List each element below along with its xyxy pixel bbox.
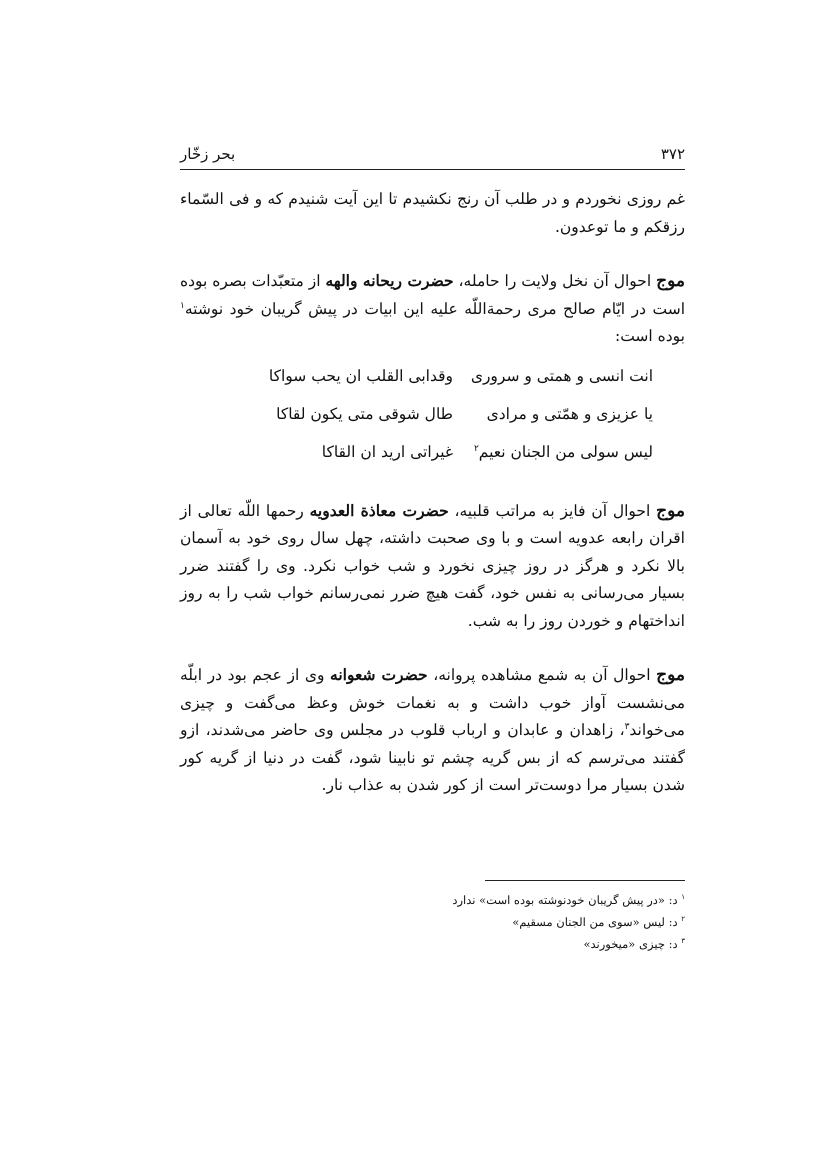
- footnote-ref[interactable]: ۱: [180, 300, 185, 311]
- footnote-item: [180, 911, 685, 933]
- poem-verse: [180, 433, 685, 471]
- running-title: بحر زخّار: [180, 145, 236, 163]
- para-text: ، زاهدان و عابدان و ارباب قلوب در مجلس وی حاضر می‌شدند، ازو گفتند می‌ترسم که از بس گریه چشم تو نابینا شود، گفت در دنیا از گریه کور شدن بسیار مرا دوست‌تر است از کور شدن به عذاب نار.: [180, 721, 685, 794]
- hemistich-second: غیراتی ارید ان القاکا: [321, 442, 453, 461]
- footnote-text: د: «در پیش گریبان خودنوشته بوده است» ندارد: [452, 893, 682, 907]
- hemistich-second: وقدابی القلب ان یحب سواکا: [268, 366, 453, 385]
- footnote-divider: [485, 880, 685, 881]
- footnote-ref[interactable]: ۳: [624, 721, 630, 732]
- page-body: [180, 145, 685, 800]
- para-text: احوال آن نخل ولایت را حامله،: [453, 272, 657, 290]
- saint-name: حضرت معاذة العدویه: [309, 500, 449, 520]
- para-text: وی از عجم بود در ابلّه می‌نشست آواز خوب داشت و به نغمات خوش وعظ می‌گفت و چیزی می‌خواند: [180, 666, 685, 739]
- footnote-text: د: چیزی «میخورند»: [583, 937, 682, 951]
- paragraph-shawana: [180, 661, 685, 800]
- footnote-item: [180, 933, 685, 955]
- para-text: احوال آن فایز به مراتب قلبیه،: [448, 501, 657, 520]
- footnote-text: د: لیس «سوی من الجنان مسقیم»: [512, 915, 682, 929]
- hemistich-first: [453, 443, 653, 461]
- running-header: [180, 145, 685, 170]
- para-text: بوده است:: [614, 327, 685, 345]
- paragraph-rihana: [180, 267, 685, 351]
- hemistich-text: لیس سولی من الجنان نعیم: [478, 442, 653, 461]
- para-text: احوال آن به شمع مشاهده پروانه،: [427, 666, 657, 684]
- footnote-item: [180, 889, 685, 911]
- footnotes: [180, 880, 685, 955]
- footnote-number: ۱: [681, 893, 685, 902]
- saint-name: حضرت شعوانه: [330, 665, 428, 684]
- saint-name: حضرت ریحانه والهه: [325, 271, 454, 290]
- hemistich-first: یا عزیزی و همّتی و مرادی: [486, 404, 653, 423]
- moj-marker: موج: [656, 500, 685, 521]
- poem: [180, 357, 685, 471]
- page-number: ۳۷۲: [660, 145, 685, 163]
- moj-marker: موج: [656, 271, 685, 291]
- para-text: از متعبّدات بصره بوده است در ایّام صالح مری رحمةاللّه علیه این ابیات در پیش گریبان خود نوشته: [180, 272, 685, 318]
- hemistich-second: طال شوقی متی یکون لقاکا: [276, 404, 453, 423]
- moj-marker: موج: [656, 665, 685, 685]
- hemistich-first: انت انسی و همتی و سروری: [470, 366, 653, 385]
- poem-verse: [180, 395, 685, 433]
- poem-verse: [180, 357, 685, 395]
- footnote-number: ۲: [681, 915, 685, 924]
- para-text: رحمها اللّه تعالی از اقران رابعه عدویه است و با وی صحبت داشته، چهل سال روی خود به آسمان بالا نکرد و هرگز در روز چیزی نخورد و شب خواب نکرد. وی را گفتند ضرر بسیار می‌رسانی به نفس خود، گفت هیچ ضرر نمی‌رسانم خواب شب را به روز انداختهام و خوردن روز را به شب.: [180, 501, 685, 630]
- paragraph-muadha: [180, 497, 685, 636]
- intro-paragraph: غم روزی نخوردم و در طلب آن رنج نکشیدم تا این آیت شنیدم که و فی السّماء رزقکم و ما توعدون.: [180, 190, 685, 236]
- footnote-ref[interactable]: ۲: [473, 443, 479, 454]
- footnote-number: ۳: [681, 937, 685, 946]
